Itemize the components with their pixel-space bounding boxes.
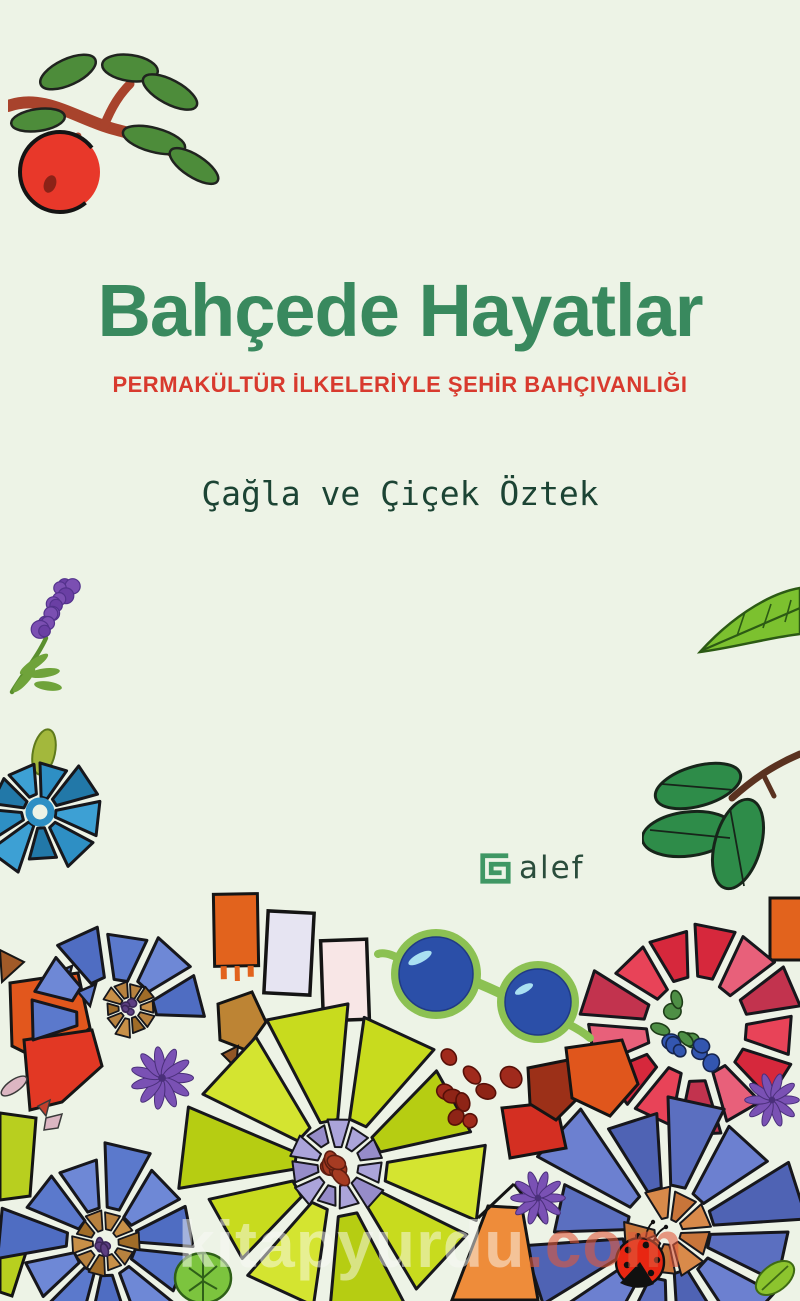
chartreuse-mosaic-flower [179,1004,486,1301]
leafy-branch-right-illustration [642,738,800,898]
watermark-suffix: .com [525,1207,684,1281]
left-lens [399,937,473,1011]
round-leaf [175,1253,231,1301]
square-spiral-icon [478,851,512,885]
lavender-bloom [31,579,80,639]
watermark: kitapyurdu.com [178,1207,684,1281]
right-lens [505,969,571,1035]
sunglasses-illustration [378,929,590,1043]
publisher-logo [478,849,585,887]
blue-pinwheel-flower-illustration [0,712,110,880]
small-tan-rosette [104,982,155,1038]
book-author: Çağla ve Çiçek Öztek [201,474,599,513]
apple [20,132,100,212]
publisher-name: alef [519,850,585,886]
apple-branch-illustration [8,44,220,234]
book-title: Bahçede Hayatlar [97,269,703,352]
green-leaf-right-illustration [697,582,800,682]
lavender-sprig-illustration [6,572,108,708]
mosaic-flower-collage-illustration [0,888,800,1301]
book-subtitle: PERMAKÜLTÜR İLKELERİYLE ŞEHİR BAHÇIVANLIĞI [112,372,688,397]
